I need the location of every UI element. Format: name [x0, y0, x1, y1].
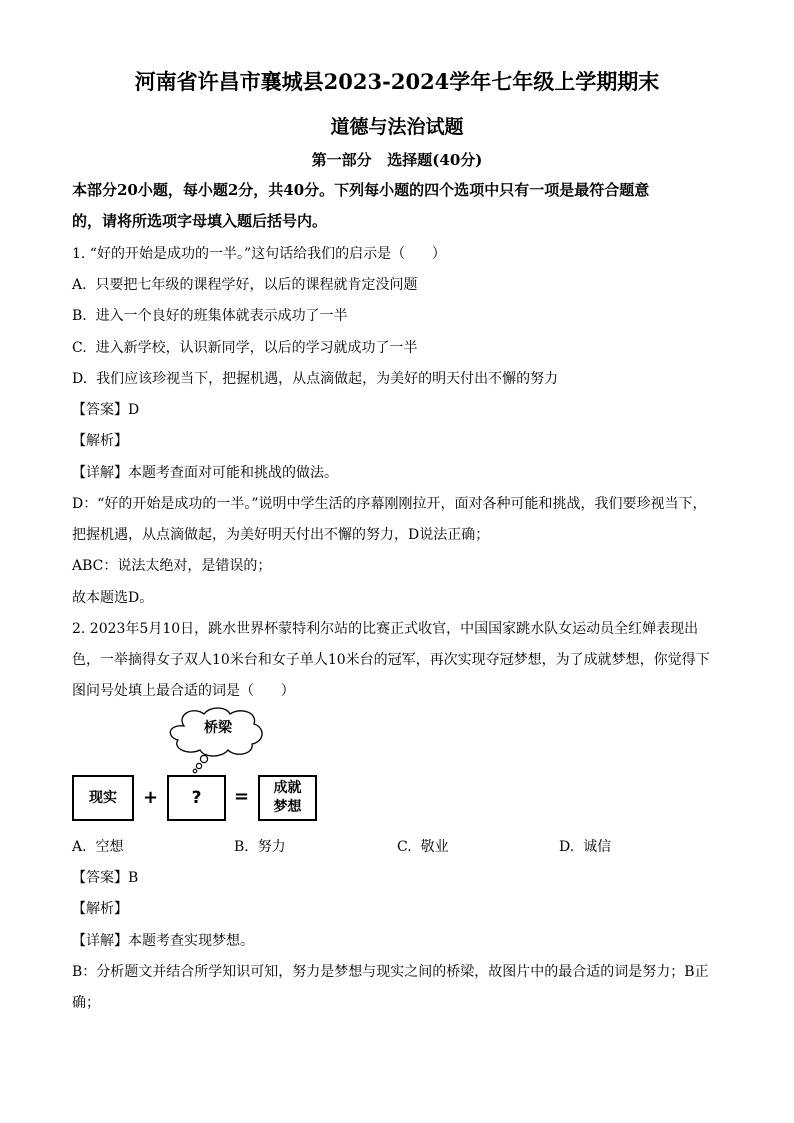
question-1-answer: 【答案】D — [72, 402, 140, 418]
question-2-option-c: C. 敬业 — [397, 839, 449, 855]
question-2-option-b: B. 努力 — [234, 839, 286, 855]
question-1-option-d: D. 我们应该珍视当下，把握机遇，从点滴做起，为美好的明天付出不懈的努力 — [72, 371, 559, 387]
question-1-analysis-label: 【解析】 — [72, 433, 128, 449]
question-1-option-c: C. 进入新学校，认识新同学，以后的学习就成功了一半 — [72, 340, 418, 356]
question-2-detail: 【详解】本题考查实现梦想。 — [72, 933, 254, 949]
question-2-stem-line-3: 图问号处填上最合适的词是（ ） — [72, 683, 295, 699]
question-1-stem: 1. “好的开始是成功的一半。”这句话给我们的启示是（ ） — [72, 246, 446, 262]
section-title: 第一部分 选择题(40分) — [311, 151, 483, 169]
question-1-explanation-line-2: 把握机遇，从点滴做起，为美好明天付出不懈的努力，D说法正确； — [72, 527, 490, 543]
question-2-option-d: D. 诚信 — [559, 839, 612, 855]
question-2-stem-line-2: 色，一举摘得女子双人10米台和女子单人10米台的冠军，再次实现夺冠梦想，为了成就梦想，你觉得下 — [72, 652, 710, 668]
question-2-answer: 【答案】B — [72, 870, 139, 886]
question-1-option-b: B. 进入一个良好的班集体就表示成功了一半 — [72, 308, 348, 324]
thought-cloud-icon — [164, 704, 270, 774]
question-1-conclusion: 故本题选D。 — [72, 590, 154, 606]
diagram-box-dream-line-1: 成就 — [273, 780, 302, 796]
diagram-box-dream — [258, 775, 317, 821]
question-2-explanation-line-2: 确； — [72, 995, 100, 1011]
instructions-line-2: 的，请将所选项字母填入题后括号内。 — [72, 212, 328, 230]
equals-sign: = — [234, 786, 250, 807]
diagram-box-question — [167, 775, 226, 821]
question-2-option-a: A. 空想 — [72, 839, 124, 855]
question-1-explanation-line-1: D：“好的开始是成功的一半。”说明中学生活的序幕刚刚拉开，面对各种可能和挑战，我们要珍视当下， — [72, 496, 707, 512]
document-title: 河南省许昌市襄城县2023-2024学年七年级上学期期末 — [134, 69, 660, 94]
instructions-line-1: 本部分20小题，每小题2分，共40分。下列每小题的四个选项中只有一项是最符合题意 — [72, 181, 650, 199]
diagram-box-reality — [72, 775, 134, 821]
document-subtitle: 道德与法治试题 — [330, 116, 464, 138]
question-2-explanation-line-1: B：分析题文并结合所学知识可知，努力是梦想与现实之间的桥梁，故图片中的最合适的词是努力；B正 — [72, 964, 709, 980]
diagram-box-question-label: ? — [191, 787, 202, 808]
diagram-box-dream-line-2: 梦想 — [273, 799, 302, 815]
question-2-stem-line-1: 2. 2023年5月10日，跳水世界杯蒙特利尔站的比赛正式收官，中国国家跳水队女运动员全红婵表现出 — [72, 621, 699, 637]
cloud-label: 桥梁 — [204, 720, 232, 736]
question-2-analysis-label: 【解析】 — [72, 901, 128, 917]
question-1-detail: 【详解】本题考查面对可能和挑战的做法。 — [72, 465, 338, 481]
question-1-option-a: A. 只要把七年级的课程学好，以后的课程就肯定没问题 — [72, 277, 418, 293]
plus-sign: + — [143, 787, 159, 808]
question-1-explanation-line-3: ABC：说法太绝对，是错误的； — [72, 558, 272, 574]
diagram-box-reality-label: 现实 — [89, 789, 117, 806]
